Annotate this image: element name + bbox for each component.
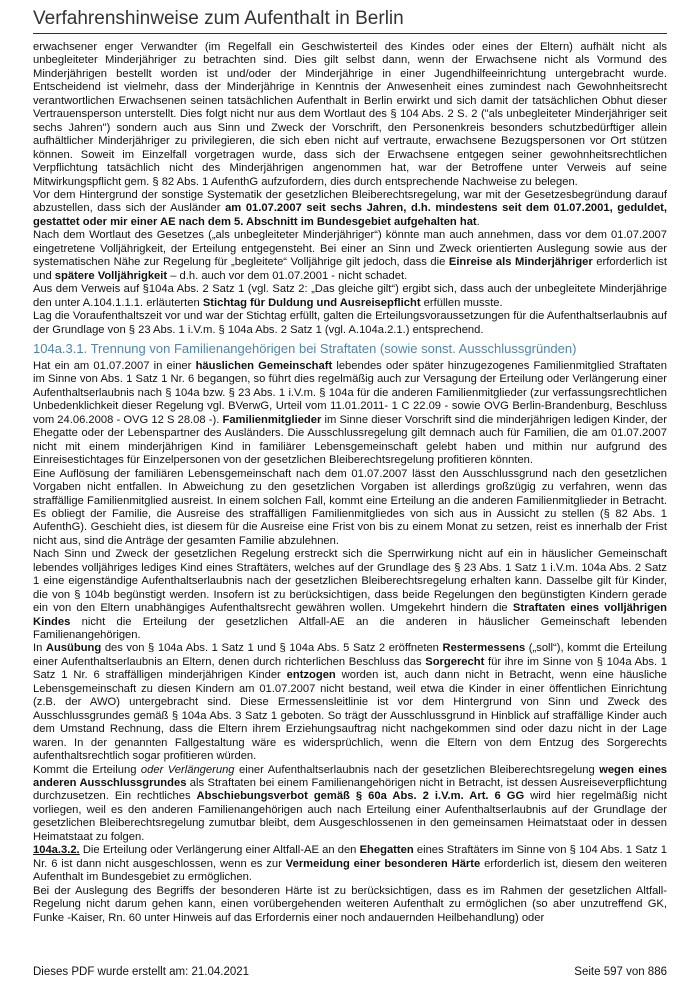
paragraph: Aus dem Verweis auf §104a Abs. 2 Satz 1 (vgl. Satz 2: „Das gleiche gilt“) ergibt sich, dass auch der unbegleitete Minderjährige den unter A.104.1.1.1. erläuterten Stichtag für Duldung und Ausreisepflicht erfüllen musste. (33, 283, 667, 309)
section-heading: 104a.3.1. Trennung von Familienangehörigen bei Straftaten (sowie sonst. Ausschlussgründen) (33, 340, 577, 356)
creation-date: Dieses PDF wurde erstellt am: 21.04.2021 (33, 966, 250, 978)
paragraph: Vor dem Hintergrund der sonstige Systematik der gesetzlichen Bleiberechtsregelung, war mit der Gesetzesbegründung darauf abzustellen, dass sich der Ausländer am 01.07.2007 seit sechs Jahren, d.h. mindestens seit dem 01.07.2001, geduldet, gestattet oder mir einer AE nach dem 5. Abschnitt im Bundesgebiet aufgehalten hat. (33, 188, 668, 228)
subsection-number: 104a.3.2. (33, 844, 80, 857)
paragraph: erwachsener enger Verwandter (im Regelfall ein Geschwisterteil des Kindes oder eines der Eltern) aufhält nicht als unbegleiteter Minderjähriger zu betrachten sind. Dies gilt selbst dann, wenn der Erwachsene nicht als Vormund des Minderjährigen bestellt worden ist und/oder der Minderjährige in einer Jugendhilfeeinrichtung untergebracht wurde. Entscheidend ist vielmehr, dass der Minderjährige in Kenntnis der Anwesenheit eines zumindest nach Gewohnheitsrecht verantwortlichen Erwachsenen seinen tatsächlichen Aufenthalt in Berlin erwirkt und sich damit der tatsächlichen Obhut dieser Vertrauensperson unterstellt. Dies folgt nicht nur aus dem Wortlaut des § 104 Abs. 2 S. 2 ("als unbegleiteter Minderjähriger seit sechs Jahren") sondern auch aus Sinn und Zweck der Vorschrift, den Personenkreis besonders schutzbedürftiger allein aufhältlicher Minderjähriger zu privilegieren, die sich eben nicht auf vertraute, erwachsene Bezugspersonen vor Ort stützen können. Soweit im Einzelfall vorgetragen wurde, dass sich der Erwachsene entgegen seiner gewohnheitsrechtlichen Verpflichtung tatsächlich nicht des Minderjährigen angenommen hat, war der Betroffene unter Verweis auf seine Mitwirkungspflicht gem. § 82 Abs. 1 AufenthG aufzufordern, dies durch entsprechende Nachweise zu belegen. (33, 41, 667, 188)
paragraph: Nach dem Wortlaut des Gesetzes („als unbegleiteter Minderjähriger“) könnte man auch annehmen, dass vor dem 01.07.2007 eingetretene Volljährigkeit, der Erteilung entgegensteht. Bei einer an Sinn und Zweck orientierten Auslegung sowie aus der systematischen Nähe zur Regelung für „begleitete“ Volljährige gilt jedoch, dass die Einreise als Minderjähriger erforderlich ist und spätere Volljährigkeit – d.h. auch vor dem 01.07.2001 - nicht schadet. (33, 229, 667, 282)
paragraph: Lag die Voraufenthaltszeit vor und war der Stichtag erfüllt, galten die Erteilungsvoraussetzungen für die Aufenthaltserlaubnis auf der Grundlage von § 23 Abs. 1 i.V.m. § 104a Abs. 2 Satz 1 (vgl. A.104a.2.1.) entsprechend. (33, 310, 667, 336)
paragraph: 104a.3.2. Die Erteilung oder Verlängerung einer Altfall-AE an den Ehegatten eines Straftäters im Sinne von § 104 Abs. 1 Satz 1 Nr. 6 ist dann nicht ausgeschlossen, wenn es zur Vermeidung einer besonderen Härte erforderlich ist, diesem den weiteren Aufenthalt im Bundesgebiet zu ermöglichen. (33, 844, 667, 884)
page-header (33, 8, 667, 34)
page-number: Seite 597 von 886 (574, 966, 667, 978)
document-body (33, 41, 667, 925)
paragraph: Hat ein am 01.07.2007 in einer häuslichen Gemeinschaft lebendes oder später hinzugezogenes Familienmitglied Straftaten im Sinne von Abs. 1 Satz 1 Nr. 6 begangen, so führt dies regelmäßig auch zur Versagung der Erteilung oder Verlängerung einer Aufenthaltserlaubnis nach § 104a bzw. § 23 Abs. 1 i.V.m. § 104a für die anderen Familienmitglieder (zur verfassungsrechtlichen Unbedenklichkeit dieser Regelung vgl. BVerwG, Urteil vom 11.01.2011- 1 C 22.09 - sowie OVG Berlin-Brandenburg, Beschluss vom 24.06.2008 - OVG 12 S 28.08 -). Familienmitglieder im Sinne dieser Vorschrift sind die minderjährigen ledigen Kinder, der Ehegatte oder der Lebenspartner des Ausländers. Die Ausschlussregelung gilt demnach auch für Familien, die am 01.07.2007 nicht mit einem minderjährigen Kind in familiärer Lebensgemeinschaft gelebt haben und mithin nur aufgrund des Einreisestichtages für Einzelpersonen von der gesetzlichen Bleiberechtsregelung profitieren könnten. (33, 359, 668, 467)
paragraph: Bei der Auslegung des Begriffs der besonderen Härte ist zu berücksichtigen, dass es im Rahmen der gesetzlichen Altfall-Regelung nicht darum gehen kann, einen vorübergehenden weiteren Aufenthalt zu ermöglichen (so aber unzutreffend GK, Funke -Kaiser, Rn. 60 unter Hinweis auf das Erfordernis einer noch andauernden Heilbehandlung) oder (33, 884, 667, 924)
paragraph: In Ausübung des von § 104a Abs. 1 Satz 1 und § 104a Abs. 5 Satz 2 eröffneten Restermessens („soll“), kommt die Erteilung einer Aufenthaltserlaubnis an Eltern, denen durch richterlichen Beschluss das Sorgerecht für ihre im Sinne von § 104a Abs. 1 Satz 1 Nr. 6 straffälligen minderjährigen Kinder entzogen worden ist, auch dann nicht in Betracht, wenn eine häusliche Lebensgemeinschaft zu diesen Kindern am 01.07.2007 nicht bestand, weil etwa die Kinder in einer öffentlichen Einrichtung (z.B. der AWO) untergebracht sind. Diese Ermessensleitlinie ist vor dem Hintergrund von Sinn und Zweck des Ausschlussgrundes gemäß § 104a Abs. 3 Satz 1 geboten. So trägt der Ausschlussgrund in Hinblick auf straffällige Kinder auch dem Umstand Rechnung, dass die Eltern ihrem Erziehungsauftrag nicht nachgekommen sind oder dazu nicht in der Lage waren. In der genannten Fallgestaltung wäre es widersprüchlich, wenn die Eltern von dem Entzug des Sorgerechts aufenthaltsrechtlich sogar profitieren würden. (33, 642, 667, 763)
paragraph: Eine Auflösung der familiären Lebensgemeinschaft nach dem 01.07.2007 lässt den Ausschlussgrund nach den gesetzlichen Vorgaben nicht entfallen. In Abweichung zu den gesetzlichen Vorgaben ist allerdings großzügig zu verfahren, wenn das straffällige Familienmitglied ausreist. In einem solchen Fall, kommt eine Erteilung an die anderen Familienmitglieder in Betracht. Es obliegt der Familie, die Ausreise des straffälligen Familienmitgliedes von sich aus in Aussicht zu stellen (§ 82 Abs. 1 AufenthG). Geschieht dies, ist diesem für die Ausreise eine Frist von bis zu einem Monat zu setzen, reist es innerhalb der Frist nicht aus, sind die Anträge der gesamten Familie abzulehnen. (33, 467, 667, 547)
page-footer (33, 966, 667, 978)
paragraph: Kommt die Erteilung oder Verlängerung einer Aufenthaltserlaubnis nach der gesetzlichen Bleiberechtsregelung wegen eines anderen Ausschlussgrundes als Straftaten bei einem Familienangehörigen nicht in Betracht, ist dessen Ausreiseverpflichtung durchzusetzen. Ein rechtliches Abschiebungsverbot gemäß § 60a Abs. 2 i.V.m. Art. 6 GG wird hier regelmäßig nicht vorliegen, weil es den anderen Familienangehörigen auch nach Erteilung einer Aufenthaltserlaubnis auf der Grundlage der gesetzlichen Bleiberechtsregelung zumutbar bleibt, dem Ausgeschlossenen in den gemeinsamen Heimatstaat oder in dessen Heimatstaat zu folgen. (33, 763, 668, 843)
document-title: Verfahrenshinweise zum Aufenthalt in Berlin (33, 8, 404, 29)
paragraph: Nach Sinn und Zweck der gesetzlichen Regelung erstreckt sich die Sperrwirkung nicht auf ein in häuslicher Gemeinschaft lebendes volljähriges lediges Kind eines Straftäters, welches auf der Grundlage des § 23 Abs. 1 Satz 1 i.V.m. 104a Abs. 2 Satz 1 eine eigenständige Aufenthaltserlaubnis nach der gesetzlichen Bleiberechtsregelung erhalten kann. Dasselbe gilt für Kinder, die von § 104b begünstigt werden. Insofern ist zu berücksichtigen, dass beide Regelungen den begünstigten Kindern gerade ein von den Eltern unabhängiges Aufenthaltsrecht gewähren wollen. Umgekehrt hindern die Straftaten eines volljährigen Kindes nicht die Erteilung der gesetzlichen Altfall-AE an die anderen in häuslicher Gemeinschaft lebenden Familienangehörigen. (33, 548, 667, 642)
